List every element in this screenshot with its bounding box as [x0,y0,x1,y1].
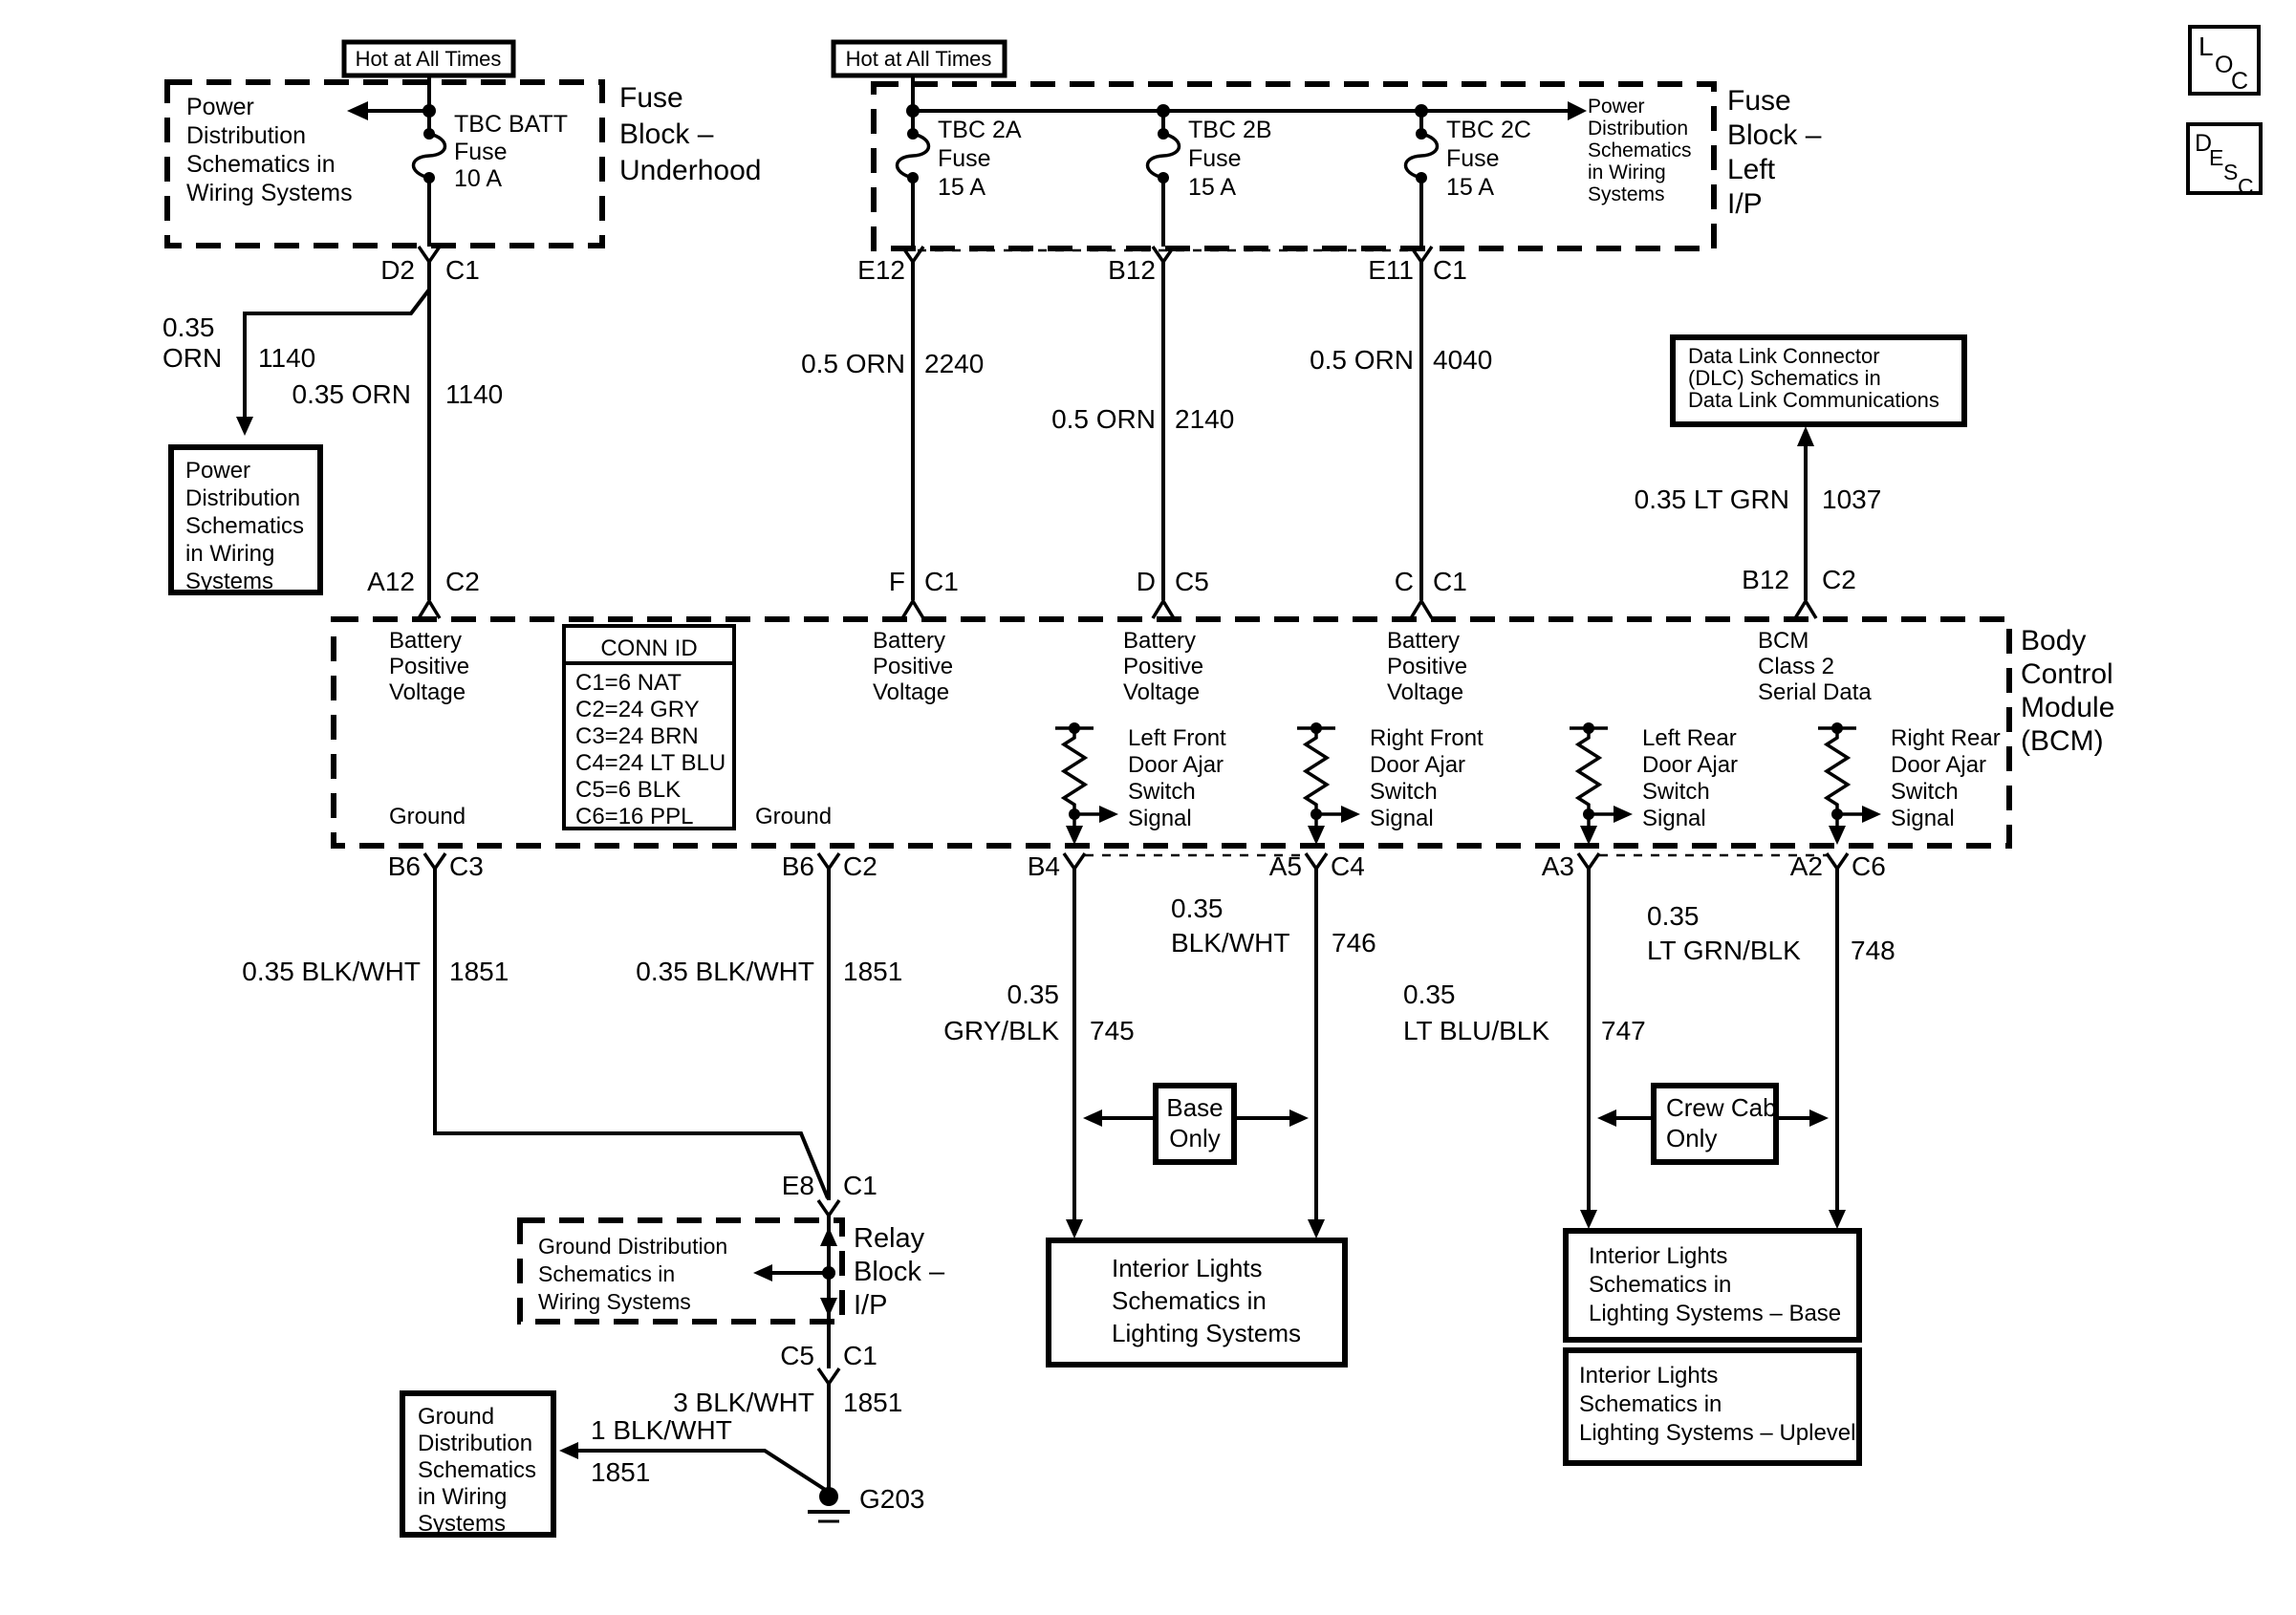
connector-fork-e8 [818,1200,839,1216]
arrow-down-icon [1580,1210,1597,1229]
junction-dot [422,104,436,118]
ref-text: Lighting Systems – Base [1589,1301,1842,1326]
pin-label: C2 [843,851,877,881]
fuse-element-icon [414,134,445,178]
wire-1037-text [1635,484,1882,594]
wire-circuit: 4040 [1433,345,1493,375]
fuse-rating: 15 A [938,174,986,201]
pin-label: A3 [1541,851,1574,881]
pin-label: C1 [924,567,959,596]
block-title: I/P [854,1290,888,1321]
ref-text: Lighting Systems – Uplevel [1579,1420,1856,1446]
arrow-down-icon [1308,826,1325,845]
switch-signal-label: Switch [1370,779,1438,805]
wire-circuit: 1851 [591,1457,651,1487]
ref-text: Distribution [185,485,301,511]
pin-label: C1 [843,1341,877,1370]
bcm-signal-label: Class 2 [1758,654,1835,679]
arrow-right-icon [1341,806,1360,823]
wire-color: GRY/BLK [943,1016,1059,1045]
ground-wires-text [242,957,902,986]
pin-label: C1 [445,255,480,285]
ref-text: Distribution [418,1431,533,1456]
wire-color: ORN [162,343,223,373]
arrow-left-icon [1597,1109,1616,1127]
switch-signal-label: Left Rear [1642,725,1737,751]
ref-text: Interior Lights [1112,1254,1263,1282]
ref-text: Data Link Communications [1688,388,1939,412]
arrow-down-icon [1066,1219,1083,1238]
ref-text: Systems [418,1511,507,1537]
ref-text: Interior Lights [1579,1363,1719,1389]
switch-signal-label: Signal [1128,806,1192,831]
arrow-down-icon [1580,826,1597,845]
wire-circuit: 1140 [445,379,504,409]
ref-text: Wiring Systems [538,1289,691,1314]
pin-label: E12 [857,255,905,285]
door-ajar-resistor-left-rear [1570,722,1633,845]
switch-signal-label: Door Ajar [1128,752,1224,778]
fuse-name: Fuse [938,145,991,172]
wire-circuit: 1851 [843,1388,903,1417]
door-ajar-resistor-right-front [1297,722,1360,845]
arrow-left-icon [1083,1109,1102,1127]
junction-dot [822,1266,835,1280]
ref-text: Lighting Systems [1112,1319,1301,1347]
ref-text: Systems [185,569,274,594]
wire-circuit: 1037 [1822,484,1882,514]
ref-text: Data Link Connector [1688,344,1880,368]
conn-id-row: C6=16 PPL [575,804,694,829]
pin-label: C2 [445,567,480,596]
wire-color: 0.5 ORN [801,349,905,378]
pin-label: A12 [367,567,415,596]
conn-id-row: C4=24 LT BLU [575,750,726,776]
bcm-signal-label: Positive [873,654,954,679]
arrow-up-icon [820,1227,837,1246]
wire-size: 0.35 [1647,901,1700,931]
pin-label: C6 [1852,851,1886,881]
wire-2140-text [1051,255,1234,596]
fuse-name: TBC BATT [454,111,568,138]
pin-label: C1 [1433,567,1467,596]
bcm-signal-label: Positive [1387,654,1468,679]
conn-id-row: C2=24 GRY [575,697,700,722]
ref-text: Ground Distribution [538,1234,728,1259]
ground-id-label: G203 [859,1484,925,1514]
desc-letter: D [2195,130,2213,157]
junction-dot [1831,722,1843,734]
ground-g203-symbol [808,1487,850,1521]
switch-signal-label: Right Rear [1891,725,2001,751]
fuse-name: Fuse [454,139,508,165]
junction-dot [1157,104,1170,118]
fuse-name: TBC 2B [1188,117,1272,143]
door-ajar-resistor-left-front [1055,722,1118,845]
wire-color: 0.35 ORN [292,379,411,409]
desc-letter: S [2223,160,2239,184]
fuse-rating: 15 A [1188,174,1237,201]
arrow-right-icon [1099,806,1118,823]
fuse-element-icon [1148,134,1180,178]
ref-text: Schematics [185,513,305,539]
pin-label: E8 [781,1171,814,1200]
pin-label: B12 [1108,255,1156,285]
wire-ground-left [435,869,828,1198]
switch-signal-label: Door Ajar [1891,752,1987,778]
pin-label: B12 [1742,565,1789,594]
ref-text: Power [186,94,254,120]
arrow-left-icon [559,1442,578,1459]
ground-dot [819,1487,838,1506]
wire-circuit: 1851 [449,957,509,986]
bcm-signal-label: Positive [1123,654,1204,679]
fuse-name: TBC 2C [1446,117,1531,143]
arrow-down-icon [236,417,253,436]
arrow-up-icon [1797,426,1814,446]
pin-label: C1 [1433,255,1467,285]
switch-signal-label: Right Front [1370,725,1484,751]
bcm-signal-label: Serial Data [1758,679,1872,705]
pin-label: C [1394,567,1414,596]
arrow-down-icon [1308,1219,1325,1238]
arrow-left-icon [347,101,368,120]
connector-forks-bcm-top [419,601,1816,618]
fuse-block-left-ip-text [938,85,1822,220]
ref-text: Schematics in [186,151,336,178]
bcm-text [389,628,2001,831]
pin-label: A5 [1268,851,1302,881]
ref-text: Power [1588,96,1645,118]
pin-label: C5 [1175,567,1209,596]
pin-label: B4 [1027,851,1060,881]
wire-color: BLK/WHT [1171,928,1290,958]
bcm-signal-label: BCM [1758,628,1809,654]
loc-letter: O [2215,52,2234,78]
bcm-signal-label: Voltage [873,679,950,705]
wire-color: 0.5 ORN [1051,404,1156,434]
desc-letter: C [2238,174,2254,199]
wire-size: 0.35 [1403,980,1456,1009]
fuse-tbc-2b [1148,128,1180,183]
fuse-name: TBC 2A [938,117,1022,143]
bcm-signal-label: Battery [1123,628,1197,654]
ref-text: in Wiring [418,1484,508,1510]
wire-color: 0.35 LT GRN [1634,484,1789,514]
arrow-right-icon [1809,1109,1829,1127]
block-title: Block – [854,1257,945,1287]
pin-label: D [1136,567,1156,596]
variant-label: Only [1666,1124,1718,1152]
ref-text: (DLC) Schematics in [1688,366,1881,390]
ref-text: Ground [418,1404,495,1430]
wire-color: 1 BLK/WHT [591,1415,732,1445]
bcm-ground-label: Ground [755,804,833,829]
pin-label: E11 [1368,255,1414,285]
wire-circuit: 747 [1601,1016,1646,1045]
conn-id-header: CONN ID [600,635,698,661]
ref-text: Systems [1588,183,1665,205]
bcm-signal-label: Battery [389,628,463,654]
switch-signal-label: Signal [1891,806,1955,831]
switch-signal-label: Switch [1891,779,1959,805]
arrow-right-icon [1289,1109,1309,1127]
fuse-rating: 10 A [454,165,503,192]
bcm-signal-label: Voltage [389,679,466,705]
ref-text: Schematics [1588,140,1692,162]
fuse-element-icon [898,134,929,178]
pin-label: C3 [449,851,484,881]
door-ajar-resistor-right-rear [1818,722,1881,845]
junction-dot [1310,722,1322,734]
arrow-down-icon [820,1298,837,1317]
ref-text: in Wiring [185,541,275,567]
ref-text: in Wiring [1588,162,1666,183]
pin-label: C1 [843,1171,877,1200]
power-ref-box-text [185,458,304,594]
connector-forks-fuse-exits [419,247,1432,262]
block-title: Left [1727,154,1776,185]
ref-text: Schematics [418,1457,537,1483]
loc-letter: L [2199,32,2214,61]
wire-circuit: 746 [1332,928,1376,958]
pin-label: C5 [780,1341,814,1370]
fuse-block-underhood-text [186,82,761,206]
junction-dot [1069,808,1080,820]
loc-button[interactable] [2190,27,2259,95]
fuse-name: Fuse [1446,145,1500,172]
pin-label: B6 [781,851,814,881]
wire-color: LT GRN/BLK [1647,936,1801,965]
bcm-signal-label: Battery [1387,628,1461,654]
connector-fork-c5 [818,1368,839,1384]
wire-4040-text [1310,255,1492,596]
wire-size: 0.35 [162,312,215,342]
bcm-signal-label: Positive [389,654,470,679]
ground-path-text [418,1388,925,1537]
pin-label: C2 [1822,565,1856,594]
junction-dot [1831,808,1843,820]
interior-lights-ref-text [1112,1243,1855,1446]
variant-label: Only [1169,1124,1221,1152]
bcm-signal-label: Battery [873,628,946,654]
wire-color: LT BLU/BLK [1403,1016,1550,1045]
wire-color: 3 BLK/WHT [673,1388,814,1417]
wire-size: 0.35 [1007,980,1059,1009]
junction-dot [1583,808,1594,820]
loc-letter: C [2231,68,2249,95]
conn-id-row: C5=6 BLK [575,777,682,803]
arrow-right-icon [1614,806,1633,823]
variant-label: Base [1166,1093,1224,1122]
wire-2240-text [801,255,984,596]
block-title: Fuse [1727,85,1791,117]
junction-dot [1415,104,1428,118]
ref-text: Distribution [186,122,307,149]
bcm-title [2021,625,2114,757]
switch-signal-label: Door Ajar [1370,752,1466,778]
hot-at-all-times-label: Hot at All Times [355,47,502,71]
fuse-name: Fuse [1188,145,1242,172]
wire-circuit: 1851 [843,957,903,986]
block-title: Control [2021,658,2113,690]
wire-circuit: 748 [1851,936,1895,965]
variant-label: Crew Cab [1666,1093,1777,1122]
junction-dot [1583,722,1594,734]
arrow-down-icon [1066,826,1083,845]
dlc-ref-box-text [1688,344,1939,412]
block-title: Relay [854,1223,925,1254]
conn-id-row: C3=24 BRN [575,723,699,749]
pin-label: D2 [380,255,415,285]
block-title: I/P [1727,188,1763,220]
switch-signal-label: Signal [1370,806,1434,831]
arrow-right-icon [1862,806,1881,823]
desc-button[interactable] [2188,124,2261,199]
fuse-tbc-batt [414,128,445,183]
ref-text: Schematics in [1112,1286,1267,1315]
pin-label: C4 [1331,851,1365,881]
pin-label: A2 [1789,851,1823,881]
switch-signal-label: Signal [1642,806,1706,831]
wire-color: 0.35 BLK/WHT [242,957,421,986]
pin-label: B6 [387,851,421,881]
arrow-left-icon [753,1264,772,1281]
ref-text: Wiring Systems [186,180,353,206]
block-title: Fuse [619,82,683,114]
bcm-signal-label: Voltage [1387,679,1464,705]
arrow-down-icon [1829,1210,1846,1229]
desc-letter: E [2209,145,2224,170]
junction-dot [906,104,920,118]
block-title: Module [2021,692,2115,723]
block-title: Block – [619,118,714,150]
block-title: (BCM) [2021,725,2104,757]
block-title: Underhood [619,155,762,186]
switch-signal-label: Switch [1642,779,1710,805]
wire-circuit: 2140 [1175,404,1235,434]
conn-id-row: C1=6 NAT [575,670,682,696]
bcm-ground-label: Ground [389,804,466,829]
fuse-tbc-2c [1406,128,1438,183]
switch-signal-label: Switch [1128,779,1196,805]
block-title: Body [2021,625,2087,657]
ref-text: Schematics in [1579,1391,1722,1417]
wire-circuit: 745 [1090,1016,1135,1045]
ref-text: Interior Lights [1589,1243,1728,1269]
junction-dot [1310,808,1322,820]
junction-dot [1069,722,1080,734]
hot-at-all-times-label: Hot at All Times [845,47,992,71]
base-only-text [1166,1093,1223,1152]
wire-circuit: 2240 [924,349,985,378]
relay-block-text [538,1171,945,1370]
ref-text: Schematics in [1589,1272,1732,1298]
switch-wires-text [943,894,1895,1045]
wire-circuit: 1140 [258,343,316,373]
fuse-element-icon [1406,134,1438,178]
arrow-down-icon [1829,826,1846,845]
switch-signal-label: Door Ajar [1642,752,1739,778]
fuse-rating: 15 A [1446,174,1495,201]
wire-color: 0.35 BLK/WHT [636,957,814,986]
switch-signal-label: Left Front [1128,725,1226,751]
wire-color: 0.5 ORN [1310,345,1414,375]
bcm-signal-label: Voltage [1123,679,1201,705]
block-title: Block – [1727,119,1822,151]
fuse-tbc-2a [898,128,929,183]
ref-text: Power [185,458,251,484]
pin-label: F [888,567,905,596]
wire-size: 0.35 [1171,894,1224,923]
ref-text: Schematics in [538,1261,676,1286]
crew-cab-only-text [1666,1093,1777,1152]
arrow-right-icon [1568,101,1587,120]
ref-text: Distribution [1588,118,1689,140]
